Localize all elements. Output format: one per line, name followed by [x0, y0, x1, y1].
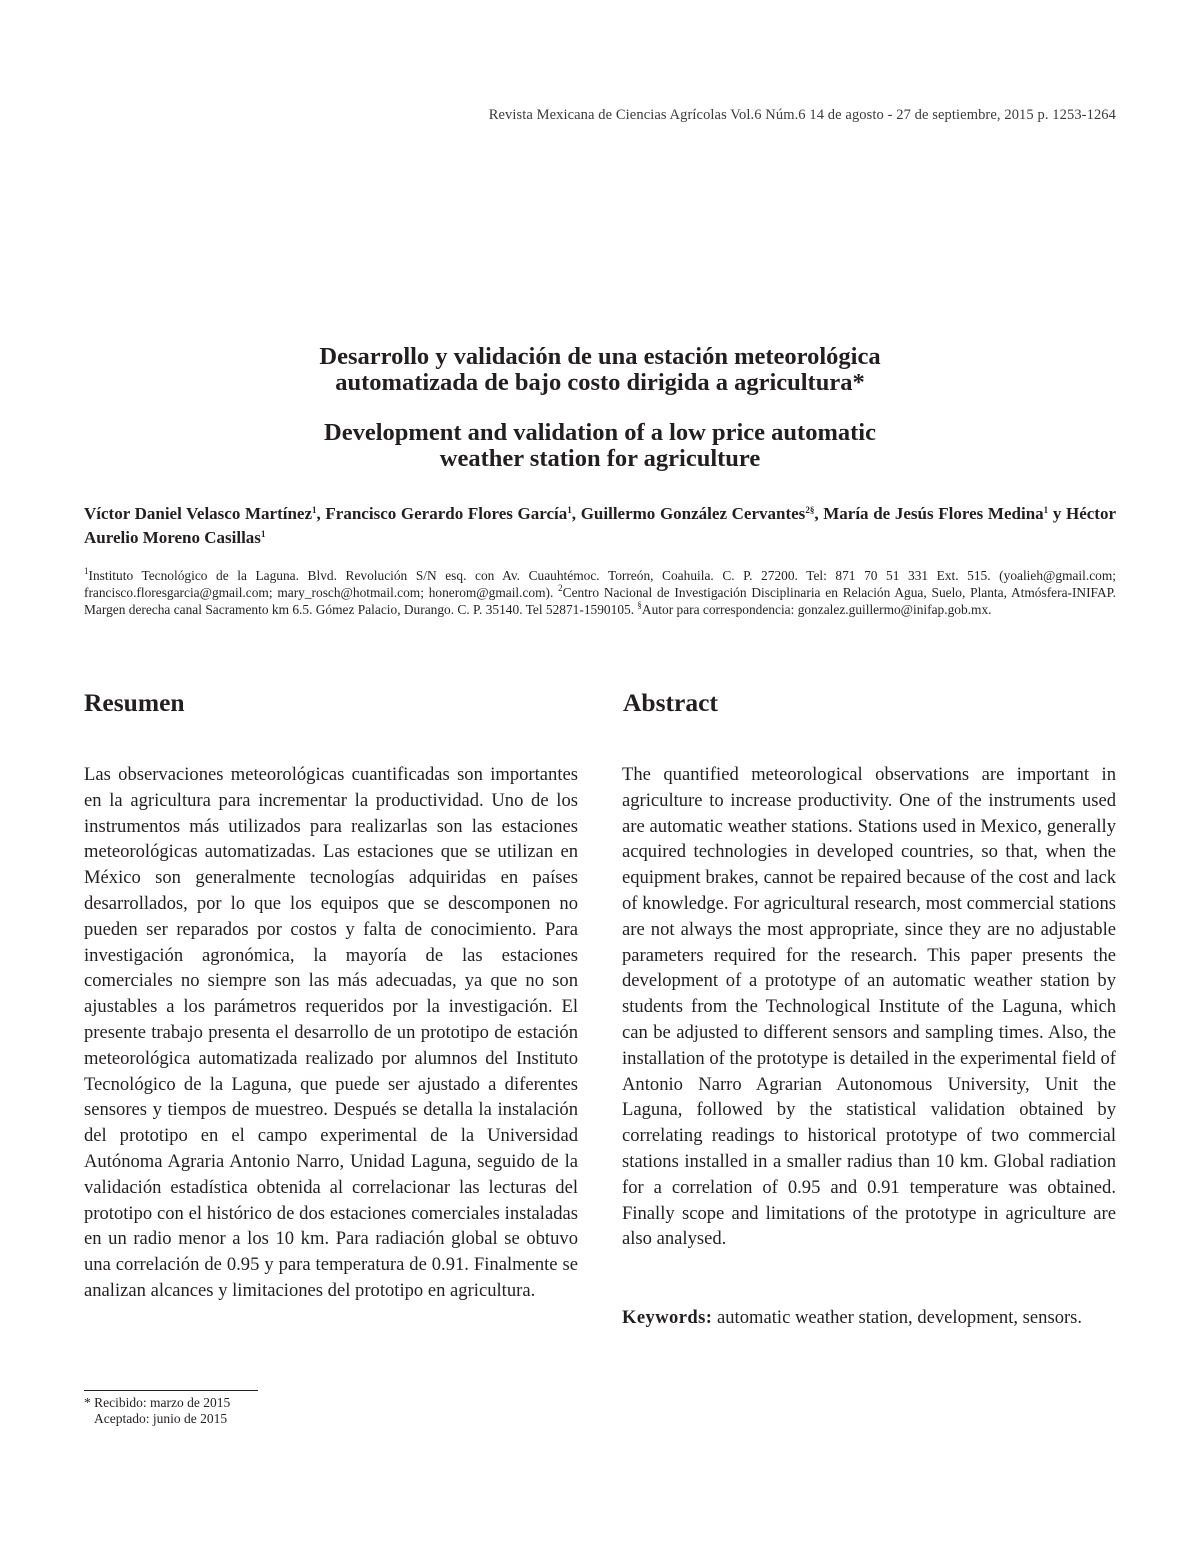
affiliation-text: Instituto Tecnológico de la Laguna. Blvd. Revolución S/N esq. con Av. Cuauhtémoc. Torreón, Coahuila. C. P. 27200. Tel: 871 70 51 331 Ext. 515. (yoalieh@gmail.com; francisco.floresgarcia@gmail.com; mary_rosch@hotmail.com; honerom@gmail.com). — [84, 568, 1116, 600]
footnote-divider — [84, 1390, 258, 1391]
corresponding-author-text: Autor para correspondencia: gonzalez.guillermo@inifap.gob.mx. — [641, 602, 992, 617]
running-header: Revista Mexicana de Ciencias Agrícolas Vol.6 Núm.6 14 de agosto - 27 de septiembre, 2015 p. 1253-1264 — [488, 107, 1116, 123]
resumen-body: Las observaciones meteorológicas cuantificadas son importantes en la agricultura para incrementar la productividad. Uno de los instrumentos más utilizados para realizarlas son las estaciones meteorológicas automatizadas. Las estaciones que se utilizan en México son generalmente tecnologías adquiridas en países desarrollados, por lo que los equipos que se descomponen no pueden ser reparados por costos y falta de conocimiento. Para investigación agronómica, la mayoría de las estaciones comerciales no siempre son las más adecuadas, ya que no son ajustables a los parámetros requeridos por la investigación. El presente trabajo presenta el desarrollo de un prototipo de estación meteorológica automatizada realizado por alumnos del Instituto Tecnológico de la Laguna, que puede ser ajustado a diferentes sensores y tiempos de muestreo. Después se detalla la instalación del prototipo en el campo experimental de la Universidad Autónoma Agraria Antonio Narro, Unidad Laguna, seguido de la validación estadística obtenida al correlacionar las lecturas del prototipo con el histórico de dos estaciones comerciales instaladas en un radio menor a los 10 km. Para radiación global se obtuvo una correlación de 0.95 y para temperatura de 0.91. Finalmente se analizan alcances y limitaciones del prototipo en agricultura. — [84, 764, 578, 1301]
author-affiliation-mark: 1 — [312, 505, 317, 515]
keywords — [622, 1305, 1116, 1331]
accepted-date: Aceptado: junio de 2015 — [94, 1411, 228, 1426]
received-accepted-footnote — [84, 1395, 230, 1427]
abstract-heading: Abstract — [623, 688, 718, 717]
author-affiliation-mark: 1 — [1043, 505, 1049, 515]
title-spanish-line2: automatizada de bajo costo dirigida a agricultura* — [335, 369, 865, 396]
title-english-line1: Development and validation of a low price automatic — [324, 419, 876, 446]
keywords-text: automatic weather station, development, sensors. — [712, 1307, 1083, 1328]
author-name: Víctor Daniel Velasco Martínez — [84, 504, 313, 523]
corresponding-author-mark: § — [637, 600, 642, 610]
affiliation-mark: 1 — [84, 566, 89, 576]
affiliation-mark: 2 — [558, 583, 563, 593]
author-name: , María de Jesús Flores Medina — [814, 504, 1044, 523]
author-affiliation-mark: 1 — [567, 505, 572, 515]
title-english-line2: weather station for agriculture — [439, 445, 761, 472]
keywords-label: Keywords: — [622, 1307, 713, 1328]
title-block — [84, 344, 1116, 472]
received-date: * Recibido: marzo de 2015 — [84, 1395, 231, 1410]
title-spanish — [84, 344, 1116, 396]
abstract-body: The quantified meteorological observations are important in agriculture to increase productivity. One of the instruments used are automatic weather stations. Stations used in Mexico, generally acquired technologies in developed countries, so that, when the equipment brakes, cannot be repaired because of the cost and lack of knowledge. For agricultural research, most commercial stations are not always the most appropriate, since they are no adjustable parameters required for the research. This paper presents the development of a prototype of an automatic weather station by students from the Technological Institute of the Laguna, which can be adjusted to different sensors and sampling times. Also, the installation of the prototype is detailed in the experimental field of Antonio Narro Agrarian Autonomous University, Unit the Laguna, followed by the statistical validation obtained by correlating readings to historical prototype of two commercial stations installed in a smaller radius than 10 km. Global radiation for a correlation of 0.95 and 0.91 temperature was obtained. Finally scope and limitations of the prototype in agriculture are also analysed. — [622, 764, 1116, 1250]
author-list — [84, 502, 1116, 550]
author-name: y Héctor Aurelio Moreno Casillas — [84, 504, 1117, 547]
author-affiliation-mark: 1 — [260, 529, 266, 539]
resumen-heading: Resumen — [84, 688, 185, 717]
author-name: , Guillermo González Cervantes — [571, 504, 806, 523]
author-affiliation-mark: 2§ — [805, 505, 815, 515]
author-name: , Francisco Gerardo Flores García — [316, 504, 568, 523]
title-spanish-line1: Desarrollo y validación de una estación meteorológica — [319, 343, 881, 370]
title-english — [84, 420, 1116, 472]
affiliations — [84, 567, 1116, 618]
affiliation-text: Centro Nacional de Investigación Disciplinaria en Relación Agua, Suelo, Planta, Atmósfera-INIFAP. Margen derecha canal Sacramento km 6.5. Gómez Palacio, Durango. C. P. 35140. Tel 52871-1590105. — [84, 585, 1116, 617]
